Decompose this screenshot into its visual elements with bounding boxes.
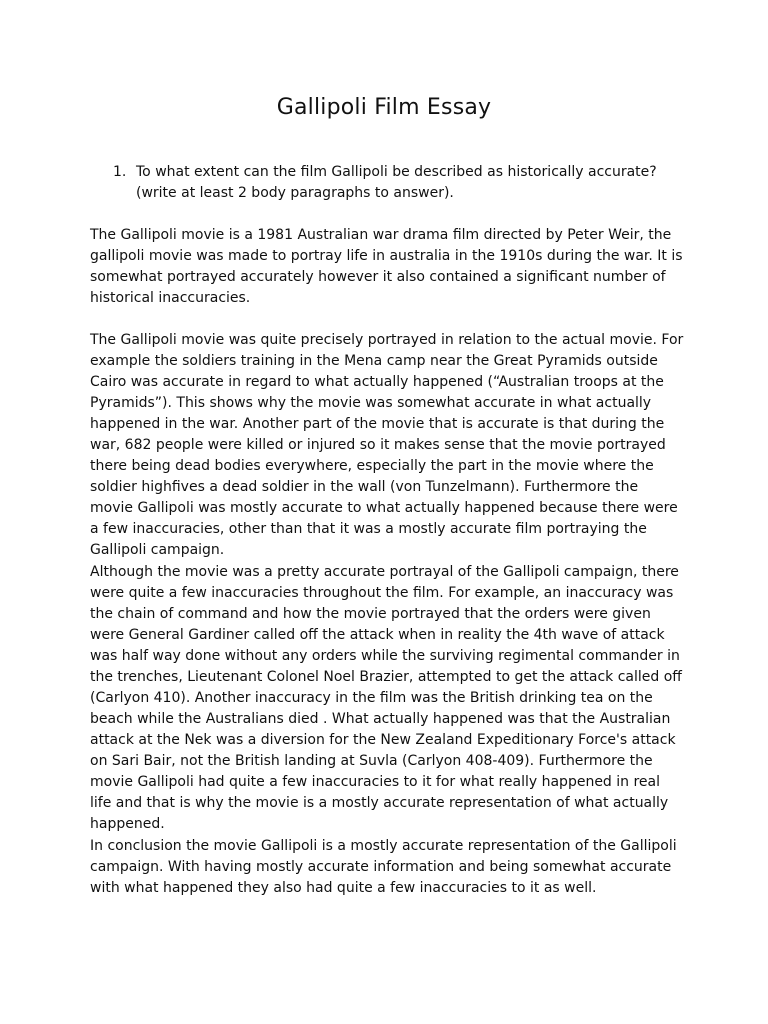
- page-title: Gallipoli Film Essay: [276, 95, 492, 120]
- question-number: 1.: [113, 164, 127, 180]
- question-text: To what extent can the film Gallipoli be described as historically accurate? (write at least 2 body paragraphs to answer).: [136, 164, 657, 201]
- paragraph-conclusion: In conclusion the movie Gallipoli is a mostly accurate representation of the Gallipoli campaign. With having mostly accurate information and being somewhat accurate with what happened they also had quite a few inaccuracies to it as well.: [90, 838, 677, 896]
- paragraph-inaccuracies: Although the movie was a pretty accurate portrayal of the Gallipoli campaign, there were quite a few inaccuracies throughout the film. For example, an inaccuracy was the chain of command and how the movie portrayed that the orders were given were General Gardiner called off the attack when in reality the 4th wave of attack was half way done without any orders while the surviving regimental commander in the trenches, Lieutenant Colonel Noel Brazier, attempted to get the attack called off (Carlyon 410). Another inaccuracy in the film was the British drinking tea on the beach while the Australians died . What actually happened was that the Australian attack at the Nek was a diversion for the New Zealand Expeditionary Force's attack on Sari Bair, not the British landing at Suvla (Carlyon 408-409). Furthermore the movie Gallipoli had quite a few inaccuracies to it for what really happened in real life and that is why the movie is a mostly accurate representation of what actually happened.: [90, 564, 682, 832]
- paragraph-introduction: The Gallipoli movie is a 1981 Australian war drama film directed by Peter Weir, the gallipoli movie was made to portray life in australia in the 1910s during the war. It is somewhat portrayed accurately however it also contained a significant number of historical inaccuracies.: [90, 227, 683, 306]
- paragraph-accuracies: The Gallipoli movie was quite precisely portrayed in relation to the actual movie. For example the soldiers training in the Mena camp near the Great Pyramids outside Cairo was accurate in regard to what actually happened (“Australian troops at the Pyramids”). This shows why the movie was somewhat accurate in what actually happened in the war. Another part of the movie that is accurate is that during the war, 682 people were killed or injured so it makes sense that the movie portrayed there being dead bodies everywhere, especially the part in the movie where the soldier highfives a dead soldier in the wall (von Tunzelmann). Furthermore the movie Gallipoli was mostly accurate to what actually happened because there were a few inaccuracies, other than that it was a mostly accurate film portraying the Gallipoli campaign.: [90, 332, 684, 558]
- essay-question: [113, 162, 683, 204]
